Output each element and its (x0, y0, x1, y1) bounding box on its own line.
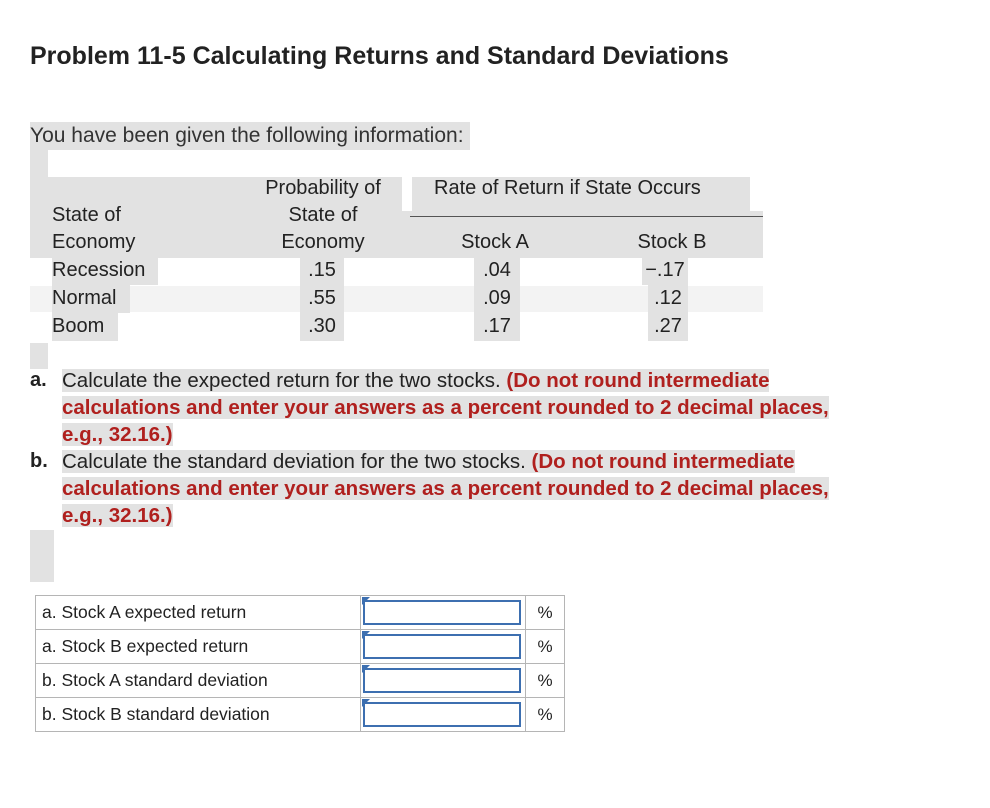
stock-a-expected-return-input[interactable] (363, 600, 521, 625)
answer-label: a. Stock B expected return (36, 630, 361, 664)
stock-b-cell: .27 (648, 313, 688, 341)
state-cell: Recession (52, 257, 158, 285)
stock-b-expected-return-input[interactable] (363, 634, 521, 659)
unit-label: % (526, 698, 565, 732)
state-cell: Boom (52, 313, 118, 341)
unit-label: % (526, 664, 565, 698)
input-marker-icon (362, 699, 370, 707)
prob-cell: .55 (300, 285, 344, 313)
margin-marker (30, 343, 48, 369)
prob-cell: .15 (300, 257, 344, 285)
state-cell: Normal (52, 285, 130, 313)
answer-label: b. Stock A standard deviation (36, 664, 361, 698)
answer-row (36, 596, 565, 630)
stock-a-cell: .09 (474, 285, 520, 313)
answer-label: a. Stock A expected return (36, 596, 361, 630)
page-title: Problem 11-5 Calculating Returns and Standard Deviations (30, 42, 729, 70)
unit-label: % (526, 630, 565, 664)
intro-text: You have been given the following information: (30, 122, 470, 150)
col-header-probability: Probability of State of Economy (265, 177, 381, 253)
group-underline (410, 216, 763, 217)
question-a: Calculate the expected return for the two stocks. (Do not round intermediate calculations and enter your answers as a percent rounded to 2 decimal places, e.g., 32.16.) (62, 369, 829, 446)
answer-row (36, 698, 565, 732)
col-header-state: State of Economy (52, 204, 136, 253)
answer-table (35, 595, 565, 732)
stock-a-cell: .04 (474, 257, 520, 285)
stock-a-cell: .17 (474, 313, 520, 341)
input-marker-icon (362, 631, 370, 639)
stock-b-standard-deviation-input[interactable] (363, 702, 521, 727)
answer-label: b. Stock B standard deviation (36, 698, 361, 732)
margin-marker (30, 530, 54, 582)
question-b: Calculate the standard deviation for the two stocks. (Do not round intermediate calculations and enter your answers as a percent rounded to 2 decimal places, e.g., 32.16.) (62, 450, 829, 527)
stock-b-cell: −.17 (642, 257, 688, 285)
col-header-stock-a: Stock A (461, 231, 529, 253)
question-a-letter: a. (30, 369, 47, 391)
input-marker-icon (362, 597, 370, 605)
question-b-letter: b. (30, 450, 48, 472)
col-header-return-group: Rate of Return if State Occurs (434, 177, 701, 199)
answer-row (36, 664, 565, 698)
stock-b-cell: .12 (648, 285, 688, 313)
prob-cell: .30 (300, 313, 344, 341)
col-header-stock-b: Stock B (637, 231, 707, 253)
margin-marker (30, 148, 48, 178)
answer-row (36, 630, 565, 664)
stock-a-standard-deviation-input[interactable] (363, 668, 521, 693)
unit-label: % (526, 596, 565, 630)
input-marker-icon (362, 665, 370, 673)
